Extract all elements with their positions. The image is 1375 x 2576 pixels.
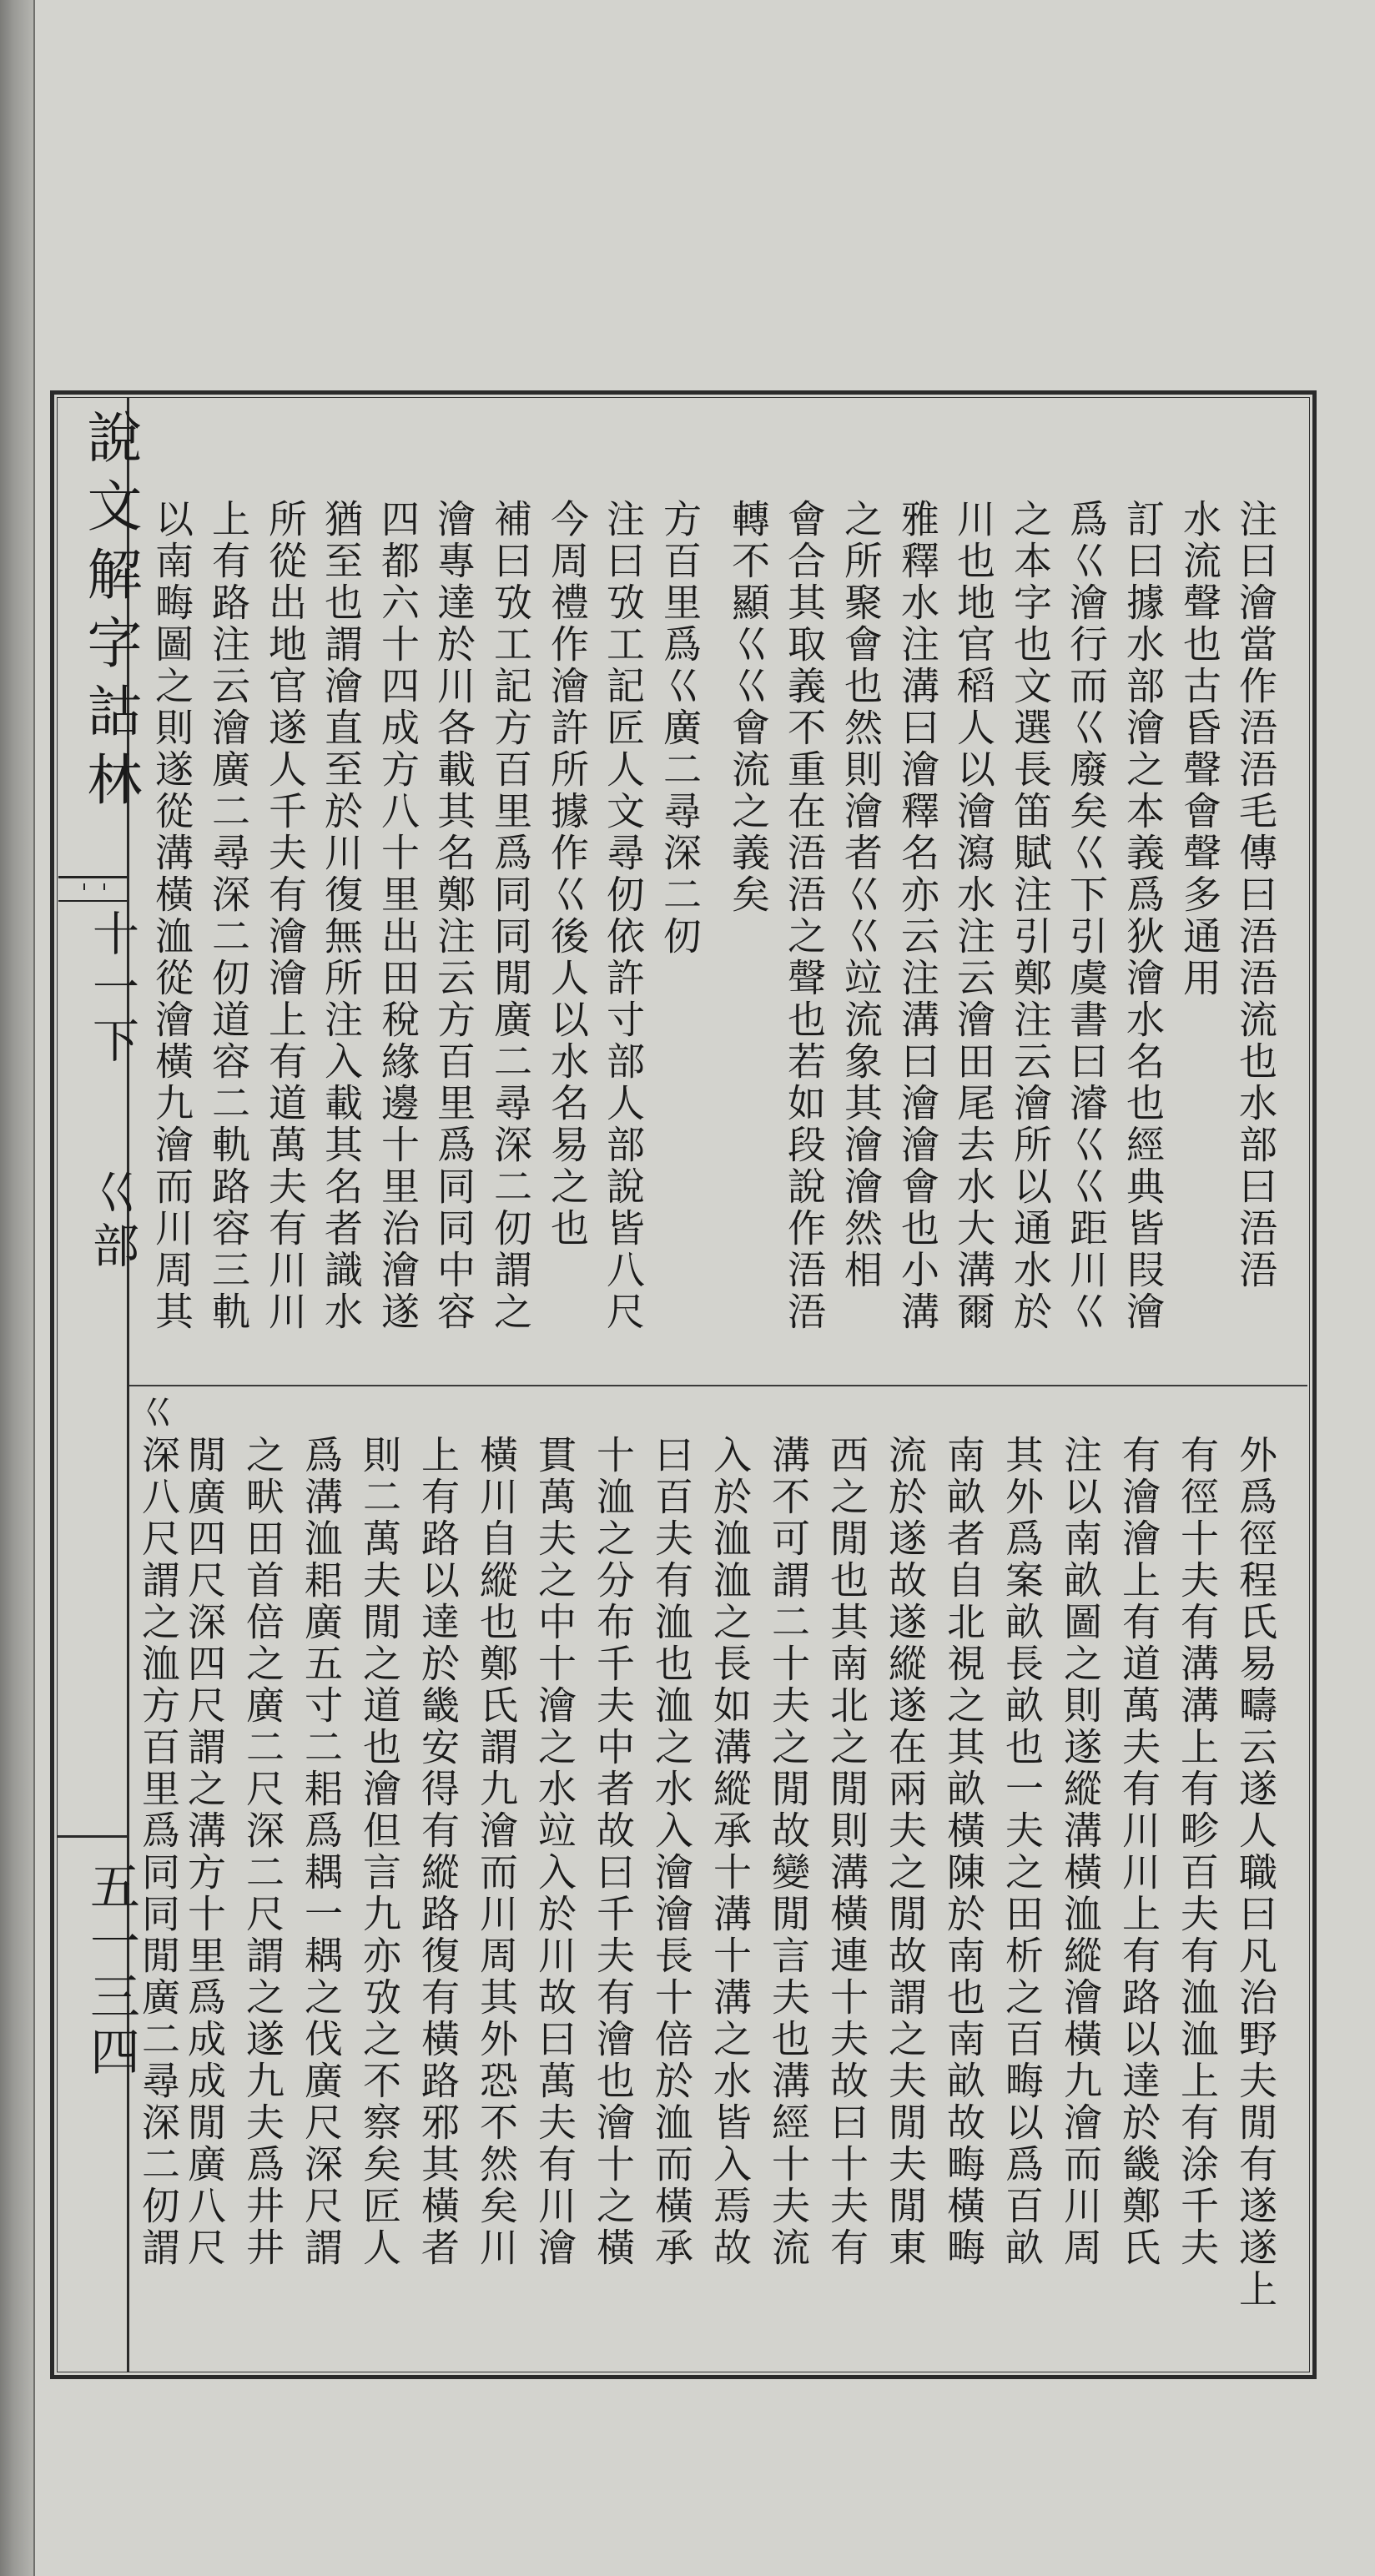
text-column: 補曰攷工記方百里爲同同閒廣二尋深二仞謂之	[488, 499, 533, 1333]
text-column: 入於洫洫之長如溝縱承十溝十溝之水皆入焉故	[708, 1435, 753, 2269]
text-column: 雅釋水注溝曰澮釋名亦云注溝曰澮澮會也小溝	[895, 499, 940, 1333]
text-column: 今周禮作澮許所據作巜後人以水名易之也	[545, 499, 590, 1250]
text-column: 以南畮圖之則遂從溝橫洫從澮橫九澮而川周其	[149, 499, 194, 1333]
text-column: 外爲徑程氏易疇云遂人職曰凡治野夫閒有遂遂上	[1233, 1435, 1278, 2311]
book-binding	[0, 0, 35, 2576]
text-column: 注以南畝圖之則遂縱溝橫洫縱澮橫九澮而川周	[1058, 1435, 1103, 2269]
section-divider	[129, 1385, 1307, 1386]
radical-section: 巜部	[85, 1168, 139, 1275]
text-column: 深八尺謂之洫方百里爲同同閒廣二尋深二仞謂	[136, 1435, 181, 2269]
text-column: 轉不顯巜巜會流之義矣	[726, 499, 771, 916]
page-number: 五一三四	[82, 1860, 140, 2080]
text-column: 十洫之分布千夫中者故曰千夫有澮也澮十之橫	[591, 1435, 636, 2269]
text-column: 之所聚會也然則澮者巜巜竝流象其澮澮然相	[839, 499, 884, 1291]
text-column: 之本字也文選長笛賦注引鄭注云澮所以通水於	[1008, 499, 1053, 1333]
text-column: 注曰攷工記匠人文尋仞依許寸部人部說皆八尺	[601, 499, 646, 1333]
book-title: 說文解字詁林	[78, 409, 142, 819]
text-column: 猶至也謂澮直至於川復無所注入載其名者識水	[319, 499, 364, 1333]
text-column: 上有路注云澮廣二尋深二仞道容二軌路容三軌	[206, 499, 251, 1333]
text-column: 溝不可謂二十夫之閒故變閒言夫也溝經十夫流	[766, 1435, 811, 2269]
text-column: 南畝者自北視之其畝橫陳於南也南畝故畮橫畮	[941, 1435, 986, 2269]
text-column: 流於遂故遂縱遂在兩夫之閒故謂之夫閒夫閒東	[883, 1435, 928, 2269]
text-column: 水流聲也古昏聲會聲多通用	[1177, 499, 1222, 999]
margin-bottom-rule	[57, 1835, 128, 1838]
text-column: 上有路以達於畿安得有縱路復有橫路邪其橫者	[416, 1435, 461, 2269]
text-column: 橫川自縱也鄭氏謂九澮而川周其外恐不然矣川	[474, 1435, 519, 2269]
text-column: 所從出地官遂人千夫有澮澮上有道萬夫有川川	[263, 499, 308, 1333]
text-column: 其外爲案畝長畝也一夫之田析之百畮以爲百畝	[1000, 1435, 1045, 2269]
text-column: 閒廣四尺深四尺謂之溝方十里爲成成閒廣八尺	[182, 1435, 227, 2269]
text-column: 之畎田首倍之廣二尺深二尺謂之遂九夫爲井井	[240, 1435, 285, 2269]
text-column: 有澮澮上有道萬夫有川川上有路以達於畿鄭氏	[1116, 1435, 1161, 2269]
text-column: 有徑十夫有溝溝上有畛百夫有洫洫上有涂千夫	[1175, 1435, 1220, 2269]
text-column: 西之閒也其南北之閒則溝橫連十夫故曰十夫有	[824, 1435, 869, 2269]
text-column: 爲巜澮行而巜廢矣巜下引虞書曰濬巜巜距川巜	[1064, 499, 1109, 1333]
text-column: 川也地官稻人以澮瀉水注云澮田尾去水大溝爾	[951, 499, 996, 1333]
text-column: 注曰澮當作浯浯毛傳曰浯浯流也水部曰浯浯	[1233, 499, 1278, 1291]
juan-number: 十一下	[85, 909, 139, 1069]
text-column: 曰百夫有洫也洫之水入澮澮長十倍於洫而橫承	[649, 1435, 694, 2269]
text-column: 方百里爲巜廣二尋深二仞	[657, 499, 703, 958]
text-column: 爲溝洫耜廣五寸二耜爲耦一耦之伐廣尺深尺謂	[299, 1435, 344, 2269]
text-column: 四都六十四成方八十里出田稅緣邊十里治澮遂	[375, 499, 421, 1333]
divider-mark: 巜	[135, 1395, 174, 1428]
text-column: 澮專達於川各載其名鄭注云方百里爲同同中容	[431, 499, 476, 1333]
text-column: 會合其取義不重在浯浯之聲也若如段說作浯浯	[782, 499, 827, 1333]
fishtail-mark	[58, 876, 127, 902]
text-column: 貫萬夫之中十澮之水竝入於川故曰萬夫有川澮	[532, 1435, 577, 2269]
text-column: 訂曰據水部澮之本義爲狄澮水名也經典皆叚澮	[1121, 499, 1166, 1333]
text-column: 則二萬夫閒之道也澮但言九亦攷之不察矣匠人	[357, 1435, 402, 2269]
